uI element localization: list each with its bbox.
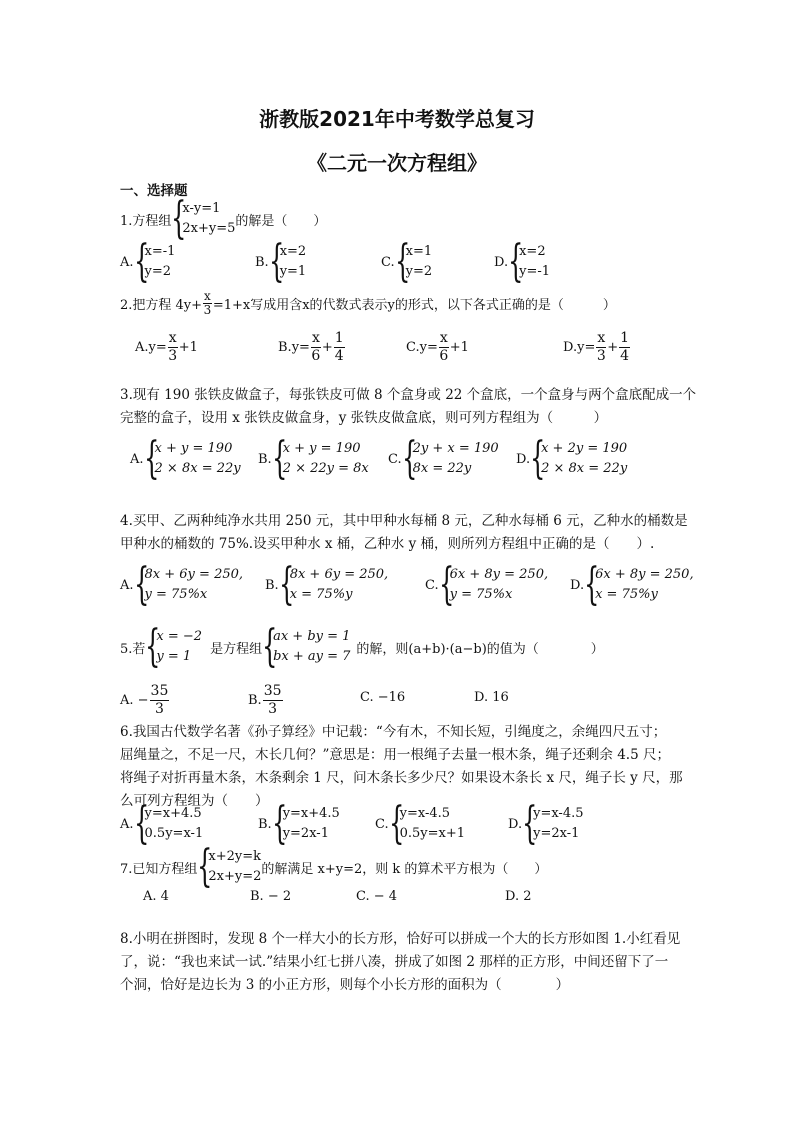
option-line: 8x = 22y [412,461,472,476]
option-label: B. [265,577,279,593]
brace: { [401,433,418,484]
numerator: 35 [263,683,282,699]
numerator: x [597,330,606,346]
option-text: y= [577,340,596,355]
question-4-line-2: 甲种水的桶数的 75%.设买甲种水 x 桶，乙种水 y 桶，则所列方程组中正确的是（ ）. [120,536,655,552]
option-text: +1 [449,340,469,355]
question-8-line-2: 了，说：“我也来试一试.”结果小红七拼八凑，拼成了如图 2 那样的正方形，中间还留下了一 [120,954,669,970]
q7-suffix: 的解满足 x+y=2，则 k 的算术平方根为（ ） [261,861,548,877]
option-label: B. [258,816,272,832]
option-line: 2y + x = 190 [412,441,499,456]
brace: { [271,433,288,484]
option-line: 8x + 6y = 250, [289,567,389,582]
brace: { [278,559,295,610]
denominator: 6 [439,348,449,364]
option-text: + [607,340,619,355]
q2-option-a [135,330,198,365]
q5-option-c: C. −16 [360,690,406,705]
q5-option-d: D. 16 [474,690,509,705]
q7-prefix: 7.已知方程组 [120,861,198,877]
option-label: D. [570,577,585,593]
q7-option-c: C. − 4 [356,889,398,904]
option-label: D. [563,340,578,355]
q4-option-d [570,559,694,610]
option-label: D. [516,451,531,467]
brace: { [268,236,285,287]
option-label: A. [130,451,144,467]
numerator: 1 [334,330,344,346]
option-label: B. [255,254,269,270]
option-line: 0.5y=x-1 [144,826,204,841]
brace: { [271,798,288,849]
fraction [596,330,606,365]
option-label: A. [120,577,134,593]
option-line: 6x + 8y = 250, [449,567,549,582]
q1-option-d [494,236,550,287]
option-line: y=-1 [519,264,550,279]
fraction [311,330,321,365]
option-line: y=2x-1 [282,826,329,841]
option-label: A. [135,340,149,355]
denominator: 3 [168,348,178,364]
question-8-line-3: 个洞，恰好是边长为 3 的小正方形，则每个小长方形的面积为（ ） [120,977,570,993]
q7-eq1: x+2y=k [208,849,262,864]
option-line: x + y = 190 [282,441,361,456]
denominator: 3 [268,701,278,717]
numerator: x [204,289,211,303]
q3-option-c [388,433,499,484]
document-title: 浙教版2021年中考数学总复习 [259,107,535,131]
question-3-line-2: 完整的盒子，设用 x 张铁皮做盒身，y 张铁皮做盒底，则可列方程组为（ ） [120,410,608,426]
q6-option-b [258,798,340,849]
question-2-stem [120,290,616,317]
q7-option-d: D. 2 [505,889,532,904]
option-text: + [321,340,333,355]
denominator: 6 [311,348,321,364]
option-label: B. [258,451,272,467]
question-1-stem [120,193,327,244]
brace: { [388,798,405,849]
denominator: 4 [334,348,344,364]
denominator: 3 [596,348,606,364]
q1-eq2: 2x+y=5 [182,221,236,236]
option-line: x + y = 190 [154,441,233,456]
q2-option-b [278,330,346,365]
option-line: x + 2y = 190 [541,441,628,456]
q1-suffix: 的解是（ ） [235,213,327,229]
option-line: y=2 [144,264,172,279]
brace: { [133,798,149,849]
brace: { [133,559,149,610]
numerator: x [311,330,320,346]
option-line: y=2x-1 [533,826,580,841]
brace: { [143,433,159,484]
option-label: D. [494,254,509,270]
document-subtitle: 《二元一次方程组》 [307,151,487,175]
option-text: y= [291,340,310,355]
option-label: A. [120,254,134,270]
option-text: +1 [178,340,198,355]
q5-prefix: 5.若 [120,641,146,657]
q7-option-b: B. − 2 [250,889,292,904]
q5-sys2-eq: ax + by = 1 [273,629,351,644]
option-line: y=x-4.5 [399,806,451,821]
fraction [439,330,449,365]
question-7-stem [120,841,548,892]
q7-option-a: A. 4 [143,889,169,904]
fraction [168,330,178,365]
option-line: x=2 [279,244,307,259]
q1-system [182,199,235,239]
option-label: C. [381,254,395,270]
option-label: A. − [120,693,149,708]
fraction [150,683,170,718]
q3-option-a [130,433,241,484]
option-line: y=x+4.5 [282,806,340,821]
q4-option-c [425,559,549,610]
q1-option-b [255,236,307,287]
question-8-line-1: 8.小明在拼图时，发现 8 个一样大小的长方形，恰好可以拼成一个大的长方形如图 1.小红看见 [120,931,681,947]
q7-eq2: 2x+y=2 [208,869,262,884]
brace: { [197,841,213,892]
question-6-line-3: 将绳子对折再量木条，木条剩余 1 尺，问木条长多少尺？如果设木条长 x 尺，绳子长 y 尺，那 [120,770,683,786]
question-5-stem [120,621,604,672]
q6-option-a [120,798,204,849]
brace: { [133,236,149,287]
numerator: 1 [620,330,630,346]
q5-option-b [248,683,284,718]
brace: { [584,559,600,610]
brace: { [508,236,524,287]
option-line: x = 75%y [289,587,353,602]
option-label: D. [508,816,523,832]
q5-sys1-eq: y = 1 [156,649,192,664]
option-label: C. [425,577,439,593]
option-line: y=1 [279,264,307,279]
q3-option-b [258,433,369,484]
option-line: 0.5y=x+1 [399,826,466,841]
option-line: 8x + 6y = 250, [144,567,244,582]
question-6-line-4: 么可列方程组为（ ） [120,793,269,809]
option-line: 2 × 22y = 8x [282,461,369,476]
brace: { [438,559,455,610]
q1-option-c [381,236,433,287]
option-line: x = 75%y [595,587,658,602]
numerator: 35 [150,683,169,699]
q6-option-c [375,798,466,849]
q3-option-d [516,433,628,484]
option-text: y= [148,340,167,355]
option-line: 6x + 8y = 250, [595,567,694,582]
brace: { [530,433,546,484]
option-label: B. [248,693,262,708]
q5-option-a [120,683,170,718]
option-line: y=2 [405,264,433,279]
fraction [203,290,212,317]
q5-suffix: 的解，则(a+b)·(a−b)的值为（ ） [356,641,604,657]
q2-suffix: =1+x写成用含x的代数式表示y的形式，以下各式正确的是（ ） [212,298,616,313]
q4-option-b [265,559,389,610]
option-line: y = 75%x [449,587,513,602]
q1-prefix: 1.方程组 [120,213,172,229]
question-6-line-1: 6.我国古代数学名著《孙子算经》中记载：“今有木，不知长短，引绳度之，余绳四尺五寸； [120,724,667,740]
denominator: 4 [620,348,630,364]
q4-option-a [120,559,244,610]
option-text: y= [419,340,438,355]
numerator: x [439,330,448,346]
q5-sys2-eq: bx + ay = 7 [273,649,351,664]
option-label: C. [388,451,402,467]
q1-option-a [120,236,176,287]
section-heading: 一、选择题 [120,183,188,199]
option-label: C. [375,816,389,832]
option-label: C. [406,340,420,355]
option-line: x=-1 [144,244,176,259]
denominator: 3 [155,701,164,717]
fraction [619,330,630,365]
brace: { [145,621,161,672]
q1-eq1: x-y=1 [182,201,221,216]
numerator: x [168,330,177,346]
fraction [263,683,283,718]
q2-option-c [406,330,469,365]
denominator: 3 [203,303,212,317]
option-line: x=2 [519,244,546,259]
fraction [334,330,345,365]
brace: { [171,193,187,244]
q2-prefix: 2.把方程 4y+ [120,298,203,313]
q2-option-d [563,330,631,365]
q5-mid: 是方程组 [210,641,263,657]
option-label: B. [278,340,292,355]
option-line: y = 75%x [144,587,208,602]
brace: { [522,798,538,849]
option-line: x=1 [405,244,433,259]
question-4-line-1: 4.买甲、乙两种纯净水共用 250 元，其中甲种水每桶 8 元，乙种水每桶 6 元，乙种水的桶数是 [120,513,688,529]
question-6-line-2: 屈绳量之，不足一尺，木长几何？”意思是：用一根绳子去量一根木条，绳子还剩余 4.5 尺； [120,747,670,763]
option-line: y=x-4.5 [533,806,584,821]
option-line: 2 × 8x = 22y [154,461,241,476]
q6-option-d [508,798,584,849]
option-line: 2 × 8x = 22y [541,461,628,476]
brace: { [394,236,411,287]
option-line: y=x+4.5 [144,806,202,821]
q5-sys1-eq: x = −2 [156,629,203,644]
question-3-line-1: 3.现有 190 张铁皮做盒子，每张铁皮可做 8 个盒身或 22 个盒底，一个盒身与两个盒底配成一个 [120,387,697,403]
option-label: A. [120,816,134,832]
brace: { [262,621,278,672]
